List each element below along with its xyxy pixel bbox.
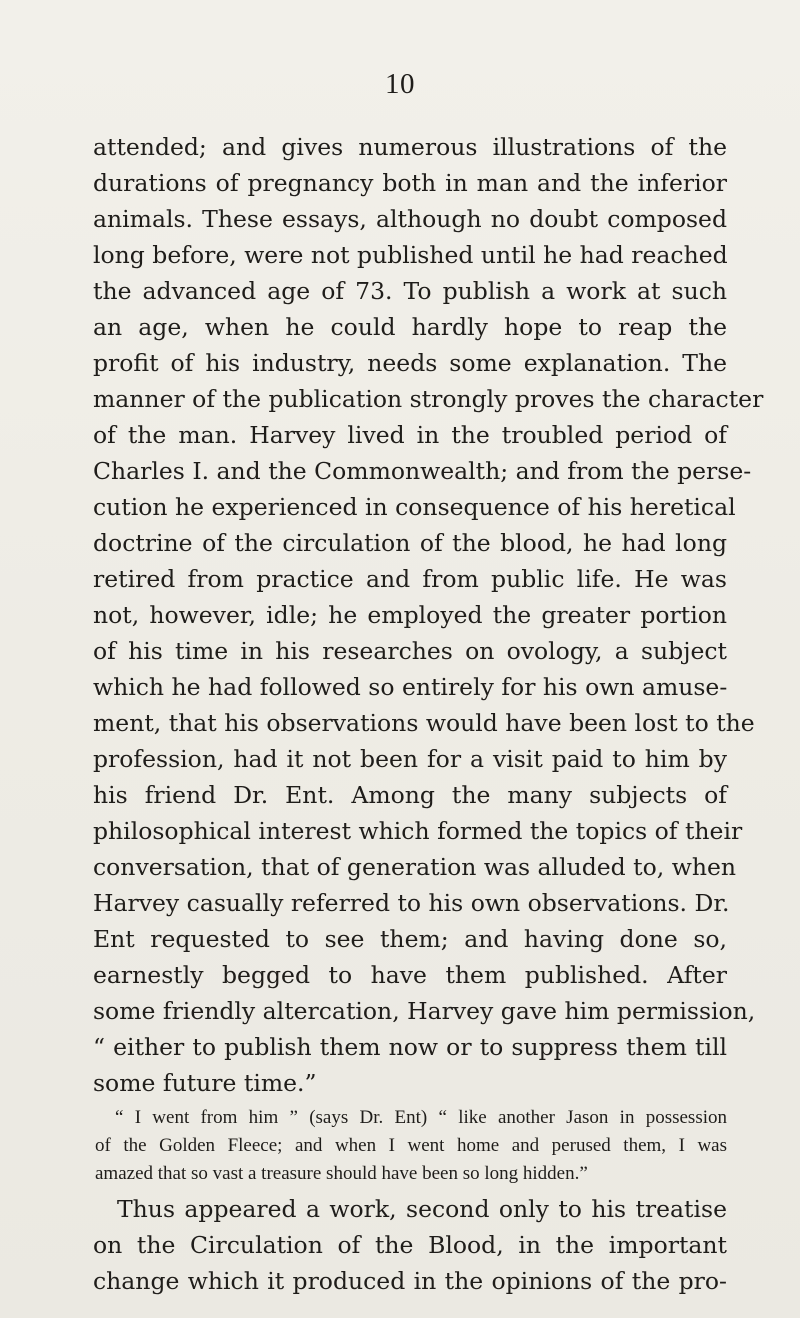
text-line: an age, when he could hardly hope to reap the bbox=[93, 313, 727, 341]
text-line: change which it produced in the opinions of the pro- bbox=[93, 1267, 727, 1295]
text-line: on the Circulation of the Blood, in the important bbox=[93, 1231, 727, 1259]
text-line: of his time in his researches on ovology, a subject bbox=[93, 637, 727, 665]
text-line: not, however, idle; he employed the greater portion bbox=[93, 601, 727, 629]
text-line: ment, that his observations would have been lost to the bbox=[93, 709, 755, 737]
text-line: cution he experienced in consequence of his heretical bbox=[93, 493, 736, 521]
text-line: Thus appeared a work, second only to his treatise bbox=[117, 1195, 727, 1223]
text-line: philosophical interest which formed the topics of their bbox=[93, 817, 743, 845]
text-line: Harvey casually referred to his own observations. Dr. bbox=[93, 889, 730, 917]
text-line: of the man. Harvey lived in the troubled period of bbox=[93, 421, 727, 449]
text-line: long before, were not published until he had reached bbox=[93, 241, 728, 269]
text-line: attended; and gives numerous illustrations of the bbox=[93, 133, 727, 161]
text-line: “ either to publish them now or to suppress them till bbox=[93, 1033, 727, 1061]
quote-line: amazed that so vast a treasure should have been so long hidden.” bbox=[95, 1163, 588, 1184]
quote-line: of the Golden Fleece; and when I went home and perused them, I was bbox=[95, 1135, 727, 1156]
text-line: Charles I. and the Commonwealth; and from the perse- bbox=[93, 457, 752, 485]
text-line: retired from practice and from public life. He was bbox=[93, 565, 727, 593]
text-line: some friendly altercation, Harvey gave him permission, bbox=[93, 997, 756, 1025]
text-line: earnestly begged to have them published. After bbox=[93, 961, 727, 989]
text-line: which he had followed so entirely for his own amuse- bbox=[93, 673, 728, 701]
text-line: profession, had it not been for a visit paid to him by bbox=[93, 745, 727, 773]
text-line: conversation, that of generation was alluded to, when bbox=[93, 853, 737, 881]
quote-line: “ I went from him ” (says Dr. Ent) “ like another Jason in possession bbox=[115, 1107, 727, 1128]
text-line: manner of the publication strongly proves the character bbox=[93, 385, 764, 413]
text-line: his friend Dr. Ent. Among the many subjects of bbox=[93, 781, 727, 809]
text-line: profit of his industry, needs some explanation. The bbox=[93, 349, 727, 377]
text-line: animals. These essays, although no doubt composed bbox=[93, 205, 727, 233]
text-line: some future time.” bbox=[93, 1069, 317, 1097]
text-line: durations of pregnancy both in man and the inferior bbox=[93, 169, 727, 197]
text-line: Ent requested to see them; and having done so, bbox=[93, 925, 727, 953]
text-line: doctrine of the circulation of the blood, he had long bbox=[93, 529, 727, 557]
page-number: 10 bbox=[385, 68, 415, 100]
text-line: the advanced age of 73. To publish a work at such bbox=[93, 277, 727, 305]
